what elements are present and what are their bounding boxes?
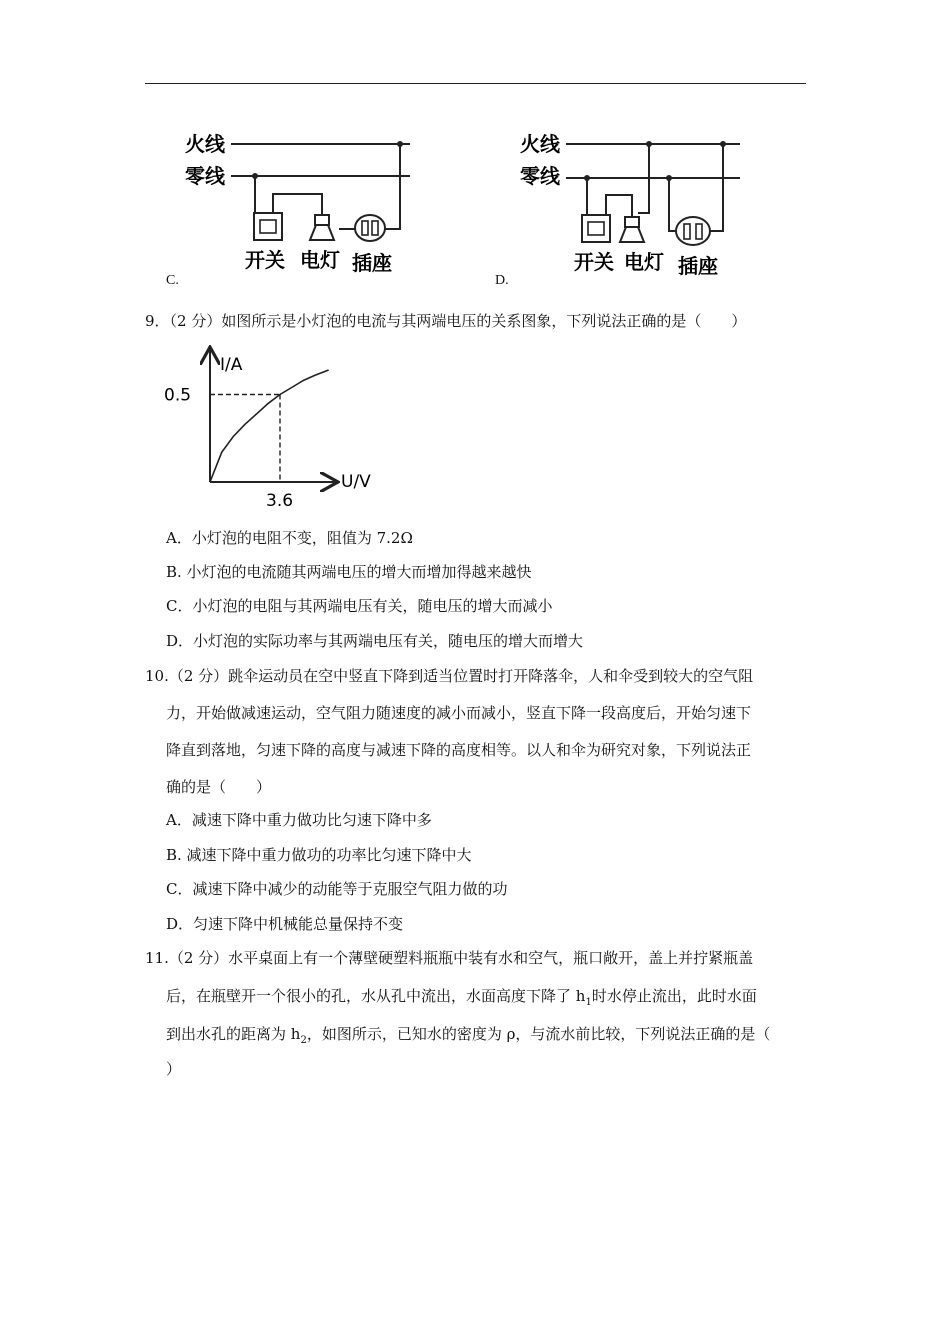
q11-stem-line-3: [166, 1024, 770, 1051]
x-tick-label: 3.6: [266, 491, 294, 511]
q10-stem-line-3: 降直到落地，匀速下降的高度与减速下降的高度相等。以人和伞为研究对象，下列说法正: [166, 741, 752, 759]
lamp-label: 电灯: [624, 250, 664, 274]
switch-label: 开关: [574, 250, 614, 274]
lamp-icon: [310, 215, 334, 240]
q11-stem-line-2: [166, 986, 757, 1013]
q9-option-a: A．小灯泡的电阻不变，阻值为 7.2Ω: [166, 529, 413, 547]
y-axis-label: I/A: [220, 355, 243, 375]
iu-chart: [160, 340, 390, 515]
q11-stem-line-1: 11.（2 分）水平桌面上有一个薄壁硬塑料瓶瓶中装有水和空气，瓶口敞开，盖上并拧紧瓶盖: [145, 949, 754, 967]
live-wire-label: 火线: [185, 132, 225, 156]
y-tick-label: 0.5: [164, 385, 192, 406]
q11-line-2-text-a: 后，在瓶壁开一个很小的孔，水从孔中流出，水面高度下降了 h: [166, 987, 586, 1005]
socket-label: 插座: [678, 254, 718, 278]
figure-c-option-label: C.: [166, 273, 179, 288]
q9-option-c: C．小灯泡的电阻与其两端电压有关，随电压的增大而减小: [166, 597, 553, 615]
circuit-figure-d: [520, 125, 750, 285]
iu-curve-series: [210, 370, 329, 482]
header-rule: [145, 83, 806, 84]
q10-stem-line-2: 力，开始做减速运动，空气阻力随速度的减小而减小，竖直下降一段高度后，开始匀速下: [166, 704, 752, 722]
q9-option-b: B. 小灯泡的电流随其两端电压的增大而增加得越来越快: [166, 563, 532, 581]
neutral-wire-label: 零线: [520, 164, 560, 188]
switch-label: 开关: [245, 248, 285, 272]
q11-line-2-text-b: 时水停止流出，此时水面: [591, 987, 757, 1005]
q9-option-d: D．小灯泡的实际功率与其两端电压有关，随电压的增大而增大: [166, 632, 584, 650]
q10-option-c: C．减速下降中减少的动能等于克服空气阻力做的功: [166, 880, 508, 898]
lamp-icon: [620, 217, 644, 242]
q10-stem-line-4: 确的是（ ）: [166, 778, 272, 796]
switch-icon: [254, 213, 282, 240]
circuit-figure-c: [185, 125, 420, 285]
q11-stem-line-4: ）: [166, 1060, 182, 1078]
switch-icon: [582, 215, 610, 242]
q9-stem: 9．（2 分）如图所示是小灯泡的电流与其两端电压的关系图象，下列说法正确的是（ ）: [145, 312, 747, 330]
q10-option-b: B. 减速下降中重力做功的功率比匀速下降中大: [166, 846, 472, 864]
live-wire-label: 火线: [520, 132, 560, 156]
socket-icon: [676, 217, 710, 245]
q11-h2-subscript: 2: [300, 1035, 307, 1046]
q10-stem-line-1: 10.（2 分）跳伞运动员在空中竖直下降到适当位置时打开降落伞，人和伞受到较大的空气阻: [145, 667, 754, 685]
q11-line-3-text-a: 到出水孔的距离为 h: [166, 1025, 301, 1043]
q10-option-a: A．减速下降中重力做功比匀速下降中多: [166, 811, 432, 829]
q11-h1-subscript: 1: [585, 997, 592, 1008]
lamp-label: 电灯: [300, 248, 340, 272]
socket-icon: [355, 215, 385, 241]
figure-d-option-label: D.: [495, 273, 509, 288]
socket-label: 插座: [352, 251, 392, 275]
x-axis-label: U/V: [341, 472, 371, 492]
q10-option-d: D．匀速下降中机械能总量保持不变: [166, 915, 404, 933]
q11-line-3-text-b: ，如图所示，已知水的密度为 ρ，与流水前比较，下列说法正确的是（: [306, 1025, 771, 1043]
neutral-wire-label: 零线: [185, 164, 225, 188]
